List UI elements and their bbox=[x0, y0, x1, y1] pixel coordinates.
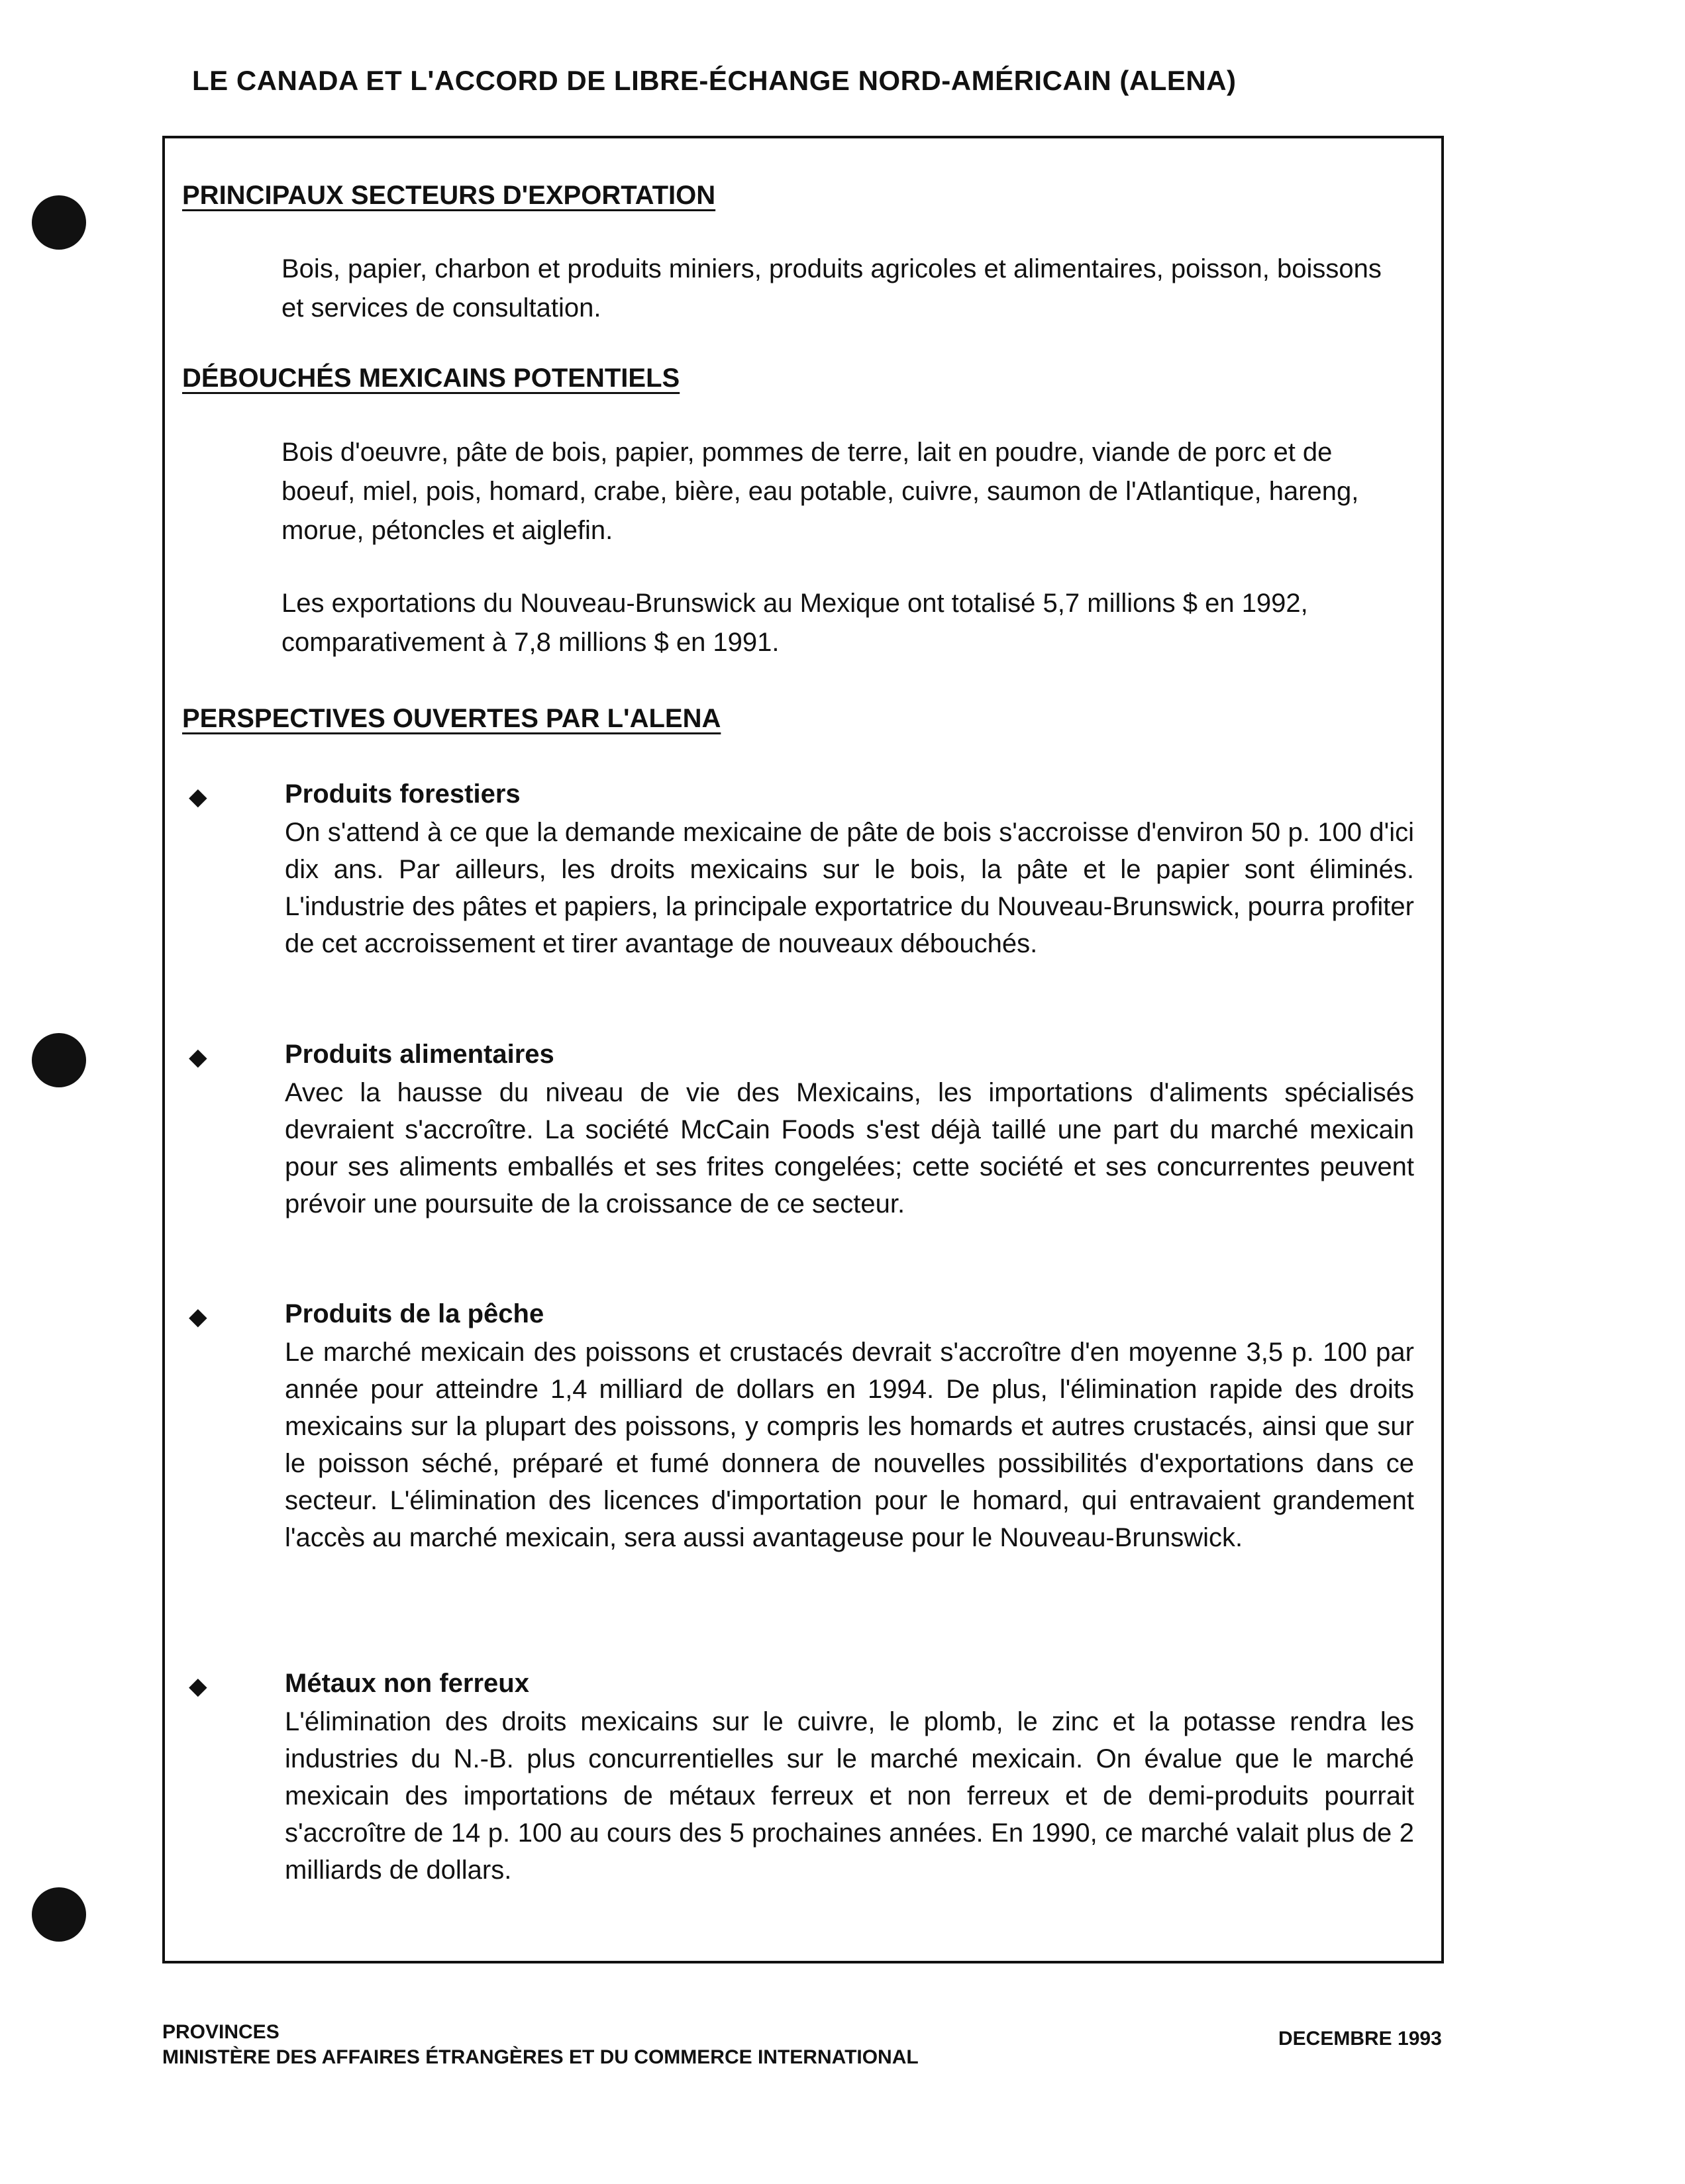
binder-hole bbox=[32, 1887, 86, 1942]
bullet-title: Métaux non ferreux bbox=[285, 1669, 529, 1698]
footer-line-ministry: MINISTÈRE DES AFFAIRES ÉTRANGÈRES ET DU COMMERCE INTERNATIONAL bbox=[162, 2046, 919, 2068]
bullet-title: Produits alimentaires bbox=[285, 1040, 554, 1069]
bullet-title: Produits de la pêche bbox=[285, 1299, 544, 1328]
footer-date: DECEMBRE 1993 bbox=[1278, 2028, 1442, 2050]
binder-hole bbox=[32, 195, 86, 250]
document-title: LE CANADA ET L'ACCORD DE LIBRE-ÉCHANGE NORD-AMÉRICAIN (ALENA) bbox=[192, 65, 1237, 96]
bullet-title: Produits forestiers bbox=[285, 779, 521, 809]
exports-paragraph: Bois, papier, charbon et produits miniers, produits agricoles et alimentaires, poisson, boissons et services de consultation. bbox=[281, 254, 1382, 323]
diamond-bullet-icon: ◆ bbox=[189, 1672, 207, 1699]
binder-hole bbox=[32, 1033, 86, 1087]
diamond-bullet-icon: ◆ bbox=[189, 783, 207, 810]
bullet-text: L'élimination des droits mexicains sur le cuivre, le plomb, le zinc et la potasse rendra les industries du N.-B. plus concurrentielles sur le marché mexicain. On évalue que le marché mexicain des importations de métaux ferreux et non ferreux et de demi-produits pourrait s'accroître de 14 p. 100 au cours des 5 prochaines années. En 1990, ce marché valait plus de 2 milliards de dollars. bbox=[285, 1707, 1414, 1885]
opportunities-paragraph: Bois d'oeuvre, pâte de bois, papier, pommes de terre, lait en poudre, viande de porc et de boeuf, miel, pois, homard, crabe, bière, eau potable, cuivre, saumon de l'Atlantique, hareng, morue, pétoncles et aiglefin. bbox=[281, 438, 1359, 545]
bullet-text: Le marché mexicain des poissons et crustacés devrait s'accroître d'en moyenne 3,5 p. 100 par année pour atteindre 1,4 milliard de dollars en 1994. De plus, l'élimination rapide des droits mexicains sur la plupart des poissons, y compris les homards et autres crustacés, ainsi que sur le poisson séché, préparé et fumé donnera de nouvelles possibilités d'exportations dans ce secteur. L'élimination des licences d'importation pour le homard, qui entravaient grandement l'accès au marché mexicain, sera aussi avantageuse pour le Nouveau-Brunswick. bbox=[285, 1338, 1414, 1552]
footer-line-provinces: PROVINCES bbox=[162, 2021, 280, 2043]
section-heading-opportunities: DÉBOUCHÉS MEXICAINS POTENTIELS bbox=[182, 364, 680, 393]
diamond-bullet-icon: ◆ bbox=[189, 1303, 207, 1330]
footer-source bbox=[162, 2020, 919, 2070]
bullet-text: On s'attend à ce que la demande mexicaine de pâte de bois s'accroisse d'environ 50 p. 100 d'ici dix ans. Par ailleurs, les droits mexicains sur le bois, la pâte et le papier sont éliminés. L'industrie des pâtes et papiers, la principale exportatrice du Nouveau-Brunswick, pourra profiter de cet accroissement et tirer avantage de nouveaux débouchés. bbox=[285, 818, 1414, 958]
diamond-bullet-icon: ◆ bbox=[189, 1043, 207, 1070]
section-heading-perspectives: PERSPECTIVES OUVERTES PAR L'ALENA bbox=[182, 704, 721, 733]
section-heading-exports: PRINCIPAUX SECTEURS D'EXPORTATION bbox=[182, 181, 716, 210]
bullet-text: Avec la hausse du niveau de vie des Mexicains, les importations d'aliments spécialisés devraient s'accroître. La société McCain Foods s'est déjà taillé une part du marché mexicain pour ses aliments emballés et ses frites congelées; cette société et ses concurrentes peuvent prévoir une poursuite de la croissance de ce secteur. bbox=[285, 1078, 1414, 1218]
nb-exports-paragraph: Les exportations du Nouveau-Brunswick au Mexique ont totalisé 5,7 millions $ en 1992, comparativement à 7,8 millions $ en 1991. bbox=[281, 589, 1308, 657]
